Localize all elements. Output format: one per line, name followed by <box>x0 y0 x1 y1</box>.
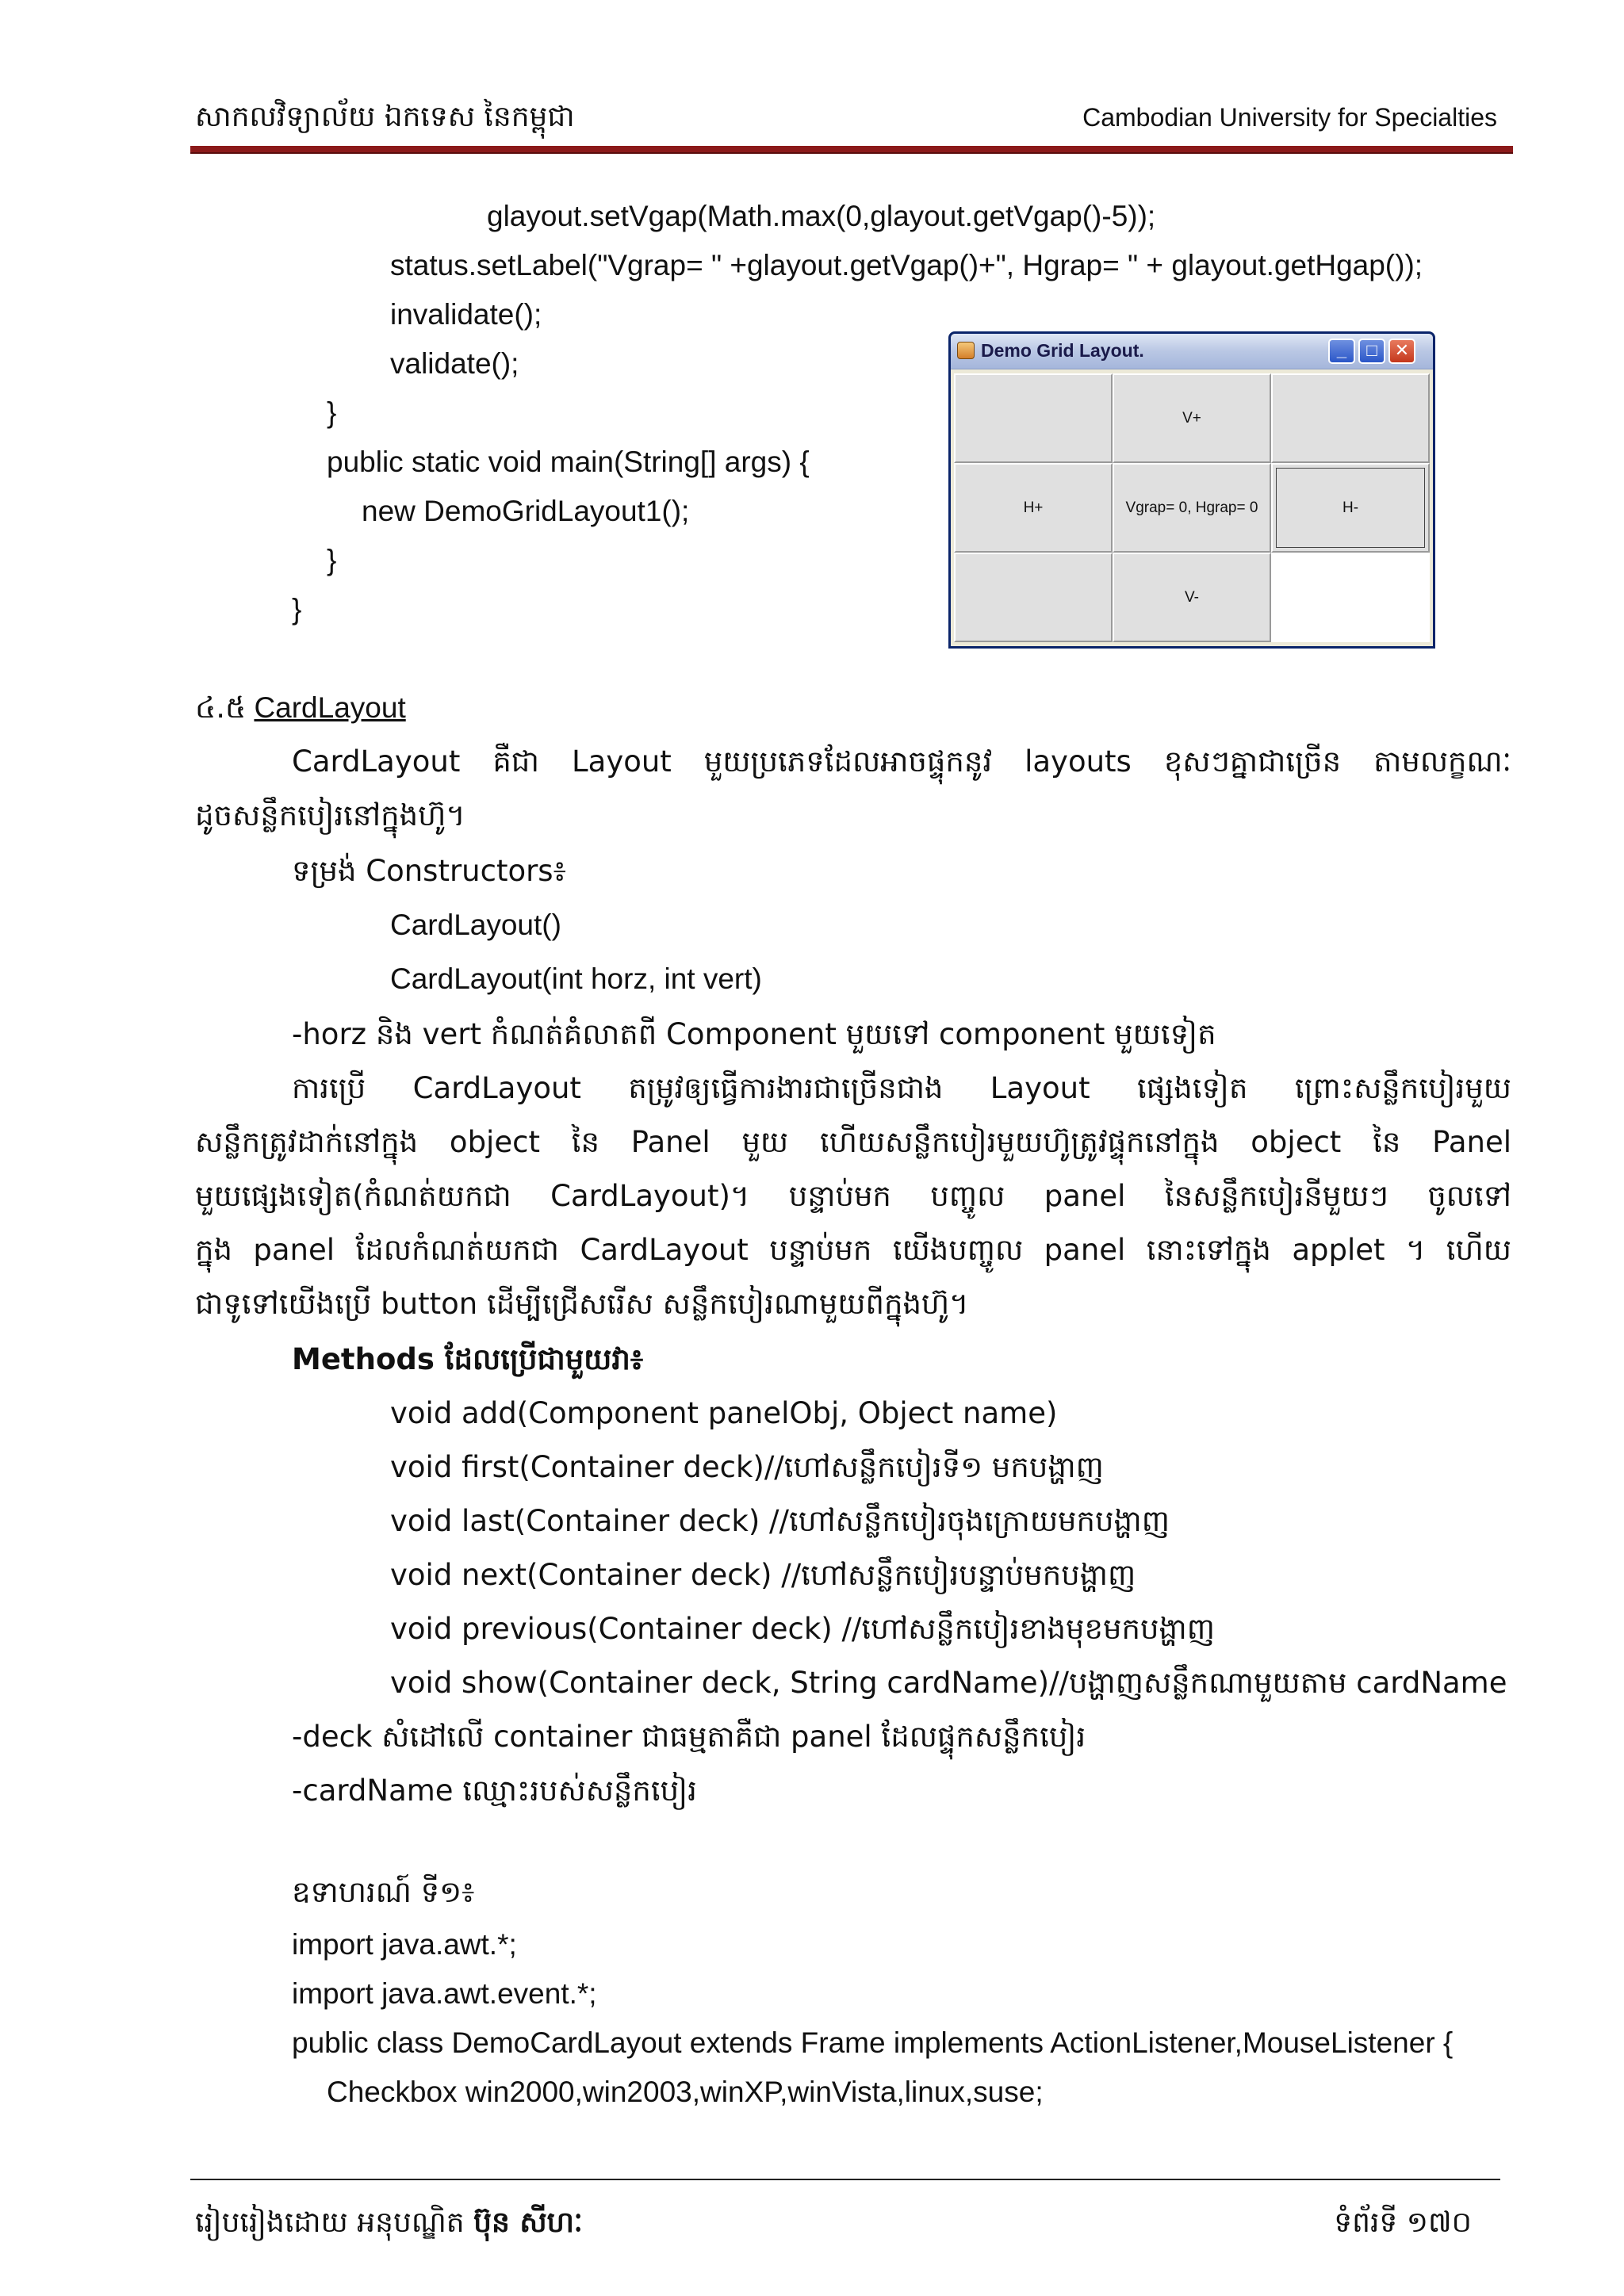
usage-line: ក្នុង panel ដែលកំណត់យកជា CardLayout បន្ទាប់មក យើងបញ្ចូល panel នោះទៅក្នុង applet ។ ហើយ <box>195 1233 1511 1267</box>
code-line: new DemoGridLayout1(); <box>362 495 690 527</box>
code-line: import java.awt.event.*; <box>292 1977 597 2010</box>
method-item: void last(Container deck) //ហៅសន្លឹកបៀរចុងក្រោយមកបង្ហាញ <box>390 1504 1170 1538</box>
constructor-item: CardLayout() <box>390 909 561 941</box>
methods-heading: Methods ដែលប្រើជាមួយវា៖ <box>292 1342 644 1376</box>
method-item: void add(Component panelObj, Object name) <box>390 1396 1058 1430</box>
minimize-icon[interactable]: _ <box>1328 339 1355 364</box>
section-number: ៤.៥ <box>195 691 247 725</box>
code-line: import java.awt.*; <box>292 1928 517 1961</box>
method-item: void first(Container deck)//ហៅសន្លឹកបៀរទី១ មកបង្ហាញ <box>390 1450 1104 1484</box>
grid-status-label: Vgrap= 0, Hgrap= 0 <box>1113 463 1271 553</box>
grid-button-vplus[interactable]: V+ <box>1113 373 1271 463</box>
close-icon[interactable]: ✕ <box>1388 339 1415 364</box>
usage-line: ជាទូទៅយើងប្រើ button ដើម្បីជ្រើសរើស សន្លឹកបៀរណាមួយពីក្នុងហ៊ូ។ <box>195 1287 969 1321</box>
constructor-item: CardLayout(int horz, int vert) <box>390 962 762 995</box>
code-line: } <box>292 593 302 626</box>
footer-author-prefix: រៀបរៀងដោយ អនុបណ្ឌិត <box>195 2206 465 2239</box>
constructors-heading: ទម្រង់ Constructors៖ <box>292 854 566 888</box>
method-item: void show(Container deck, String cardName)//បង្ហាញសន្លឹកណាមួយតាម cardName <box>390 1666 1507 1700</box>
usage-line: មួយផ្សេងទៀត(កំណត់យកជា CardLayout)។ បន្ទាប់មក បញ្ចូល panel នៃសន្លឹកបៀរនីមួយៗ ចូលទៅ <box>195 1179 1511 1213</box>
code-line: public static void main(String[] args) { <box>327 446 810 478</box>
header-institution-en: Cambodian University for Specialties <box>1082 103 1497 132</box>
grid-button-empty[interactable] <box>1271 373 1430 463</box>
note-line: -deck សំដៅលើ container ជាធម្មតាគឺជា panel ដែលផ្ទុកសន្លឹកបៀរ <box>292 1720 1086 1754</box>
footer-author-name: ប៊ុន សីហៈ <box>473 2206 583 2239</box>
maximize-icon[interactable]: □ <box>1358 339 1385 364</box>
grid-button-hminus[interactable]: H- <box>1271 463 1430 553</box>
footer-divider <box>190 2179 1500 2180</box>
intro-line: ដូចសន្លឹកបៀរនៅក្នុងហ៊ូ។ <box>195 798 465 832</box>
window-titlebar <box>951 334 1433 369</box>
grid-button-vminus[interactable]: V- <box>1113 553 1271 642</box>
horz-vert-note: -horz និង vert កំណត់គំលាតពី Component មួយទៅ component មួយទៀត <box>292 1017 1216 1051</box>
code-line: Checkbox win2000,win2003,winXP,winVista,linux,suse; <box>327 2076 1044 2108</box>
java-app-icon <box>957 342 975 359</box>
section-heading <box>195 690 406 726</box>
code-line: public class DemoCardLayout extends Frame implements ActionListener,MouseListener { <box>292 2026 1454 2059</box>
page-number: ទំព័រទី ១៧០ <box>1334 2206 1472 2239</box>
grid-layout-panel <box>954 373 1430 643</box>
grid-empty-slot <box>1271 553 1430 642</box>
header-divider <box>190 146 1513 154</box>
grid-button-empty[interactable] <box>954 373 1113 463</box>
window-title: Demo Grid Layout. <box>981 340 1144 361</box>
header-institution-km: សាកលវិទ្យាល័យ ឯកទេស នៃកម្ពុជា <box>195 101 575 133</box>
section-title: CardLayout <box>254 691 406 724</box>
code-line: } <box>327 544 337 576</box>
code-line: glayout.setVgap(Math.max(0,glayout.getVgap()-5)); <box>487 200 1156 232</box>
usage-line: សន្លឹកត្រូវដាក់នៅក្នុង object នៃ Panel មួយ ហើយសន្លឹកបៀរមួយហ៊ូត្រូវផ្ទុកនៅក្នុង object នៃ Panel <box>195 1125 1511 1159</box>
intro-line: CardLayout គឺជា Layout មួយប្រភេទដែលអាចផ្ទុកនូវ layouts ខុសៗគ្នាជាច្រើន តាមលក្ខណៈ <box>292 744 1511 779</box>
footer-author <box>195 2204 583 2246</box>
code-line: invalidate(); <box>390 298 542 331</box>
code-line: status.setLabel("Vgrap= " +glayout.getVgap()+", Hgrap= " + glayout.getHgap()); <box>390 249 1423 281</box>
note-line: -cardName ឈ្មោះរបស់សន្លឹកបៀរ <box>292 1774 697 1808</box>
example-heading: ឧទាហរណ៍ ទី១៖ <box>292 1875 475 1909</box>
method-item: void previous(Container deck) //ហៅសន្លឹកបៀរខាងមុខមកបង្ហាញ <box>390 1612 1215 1646</box>
method-item: void next(Container deck) //ហៅសន្លឹកបៀរបន្ទាប់មកបង្ហាញ <box>390 1558 1136 1592</box>
grid-button-hplus[interactable]: H+ <box>954 463 1113 553</box>
code-line: validate(); <box>390 347 519 380</box>
code-line: } <box>327 396 337 429</box>
demo-grid-layout-window <box>948 331 1435 649</box>
grid-button-empty[interactable] <box>954 553 1113 642</box>
usage-line: ការប្រើ CardLayout តម្រូវឲ្យធ្វើការងារជាច្រើនជាង Layout ផ្សេងទៀត ព្រោះសន្លឹកបៀរមួយ <box>292 1071 1511 1105</box>
